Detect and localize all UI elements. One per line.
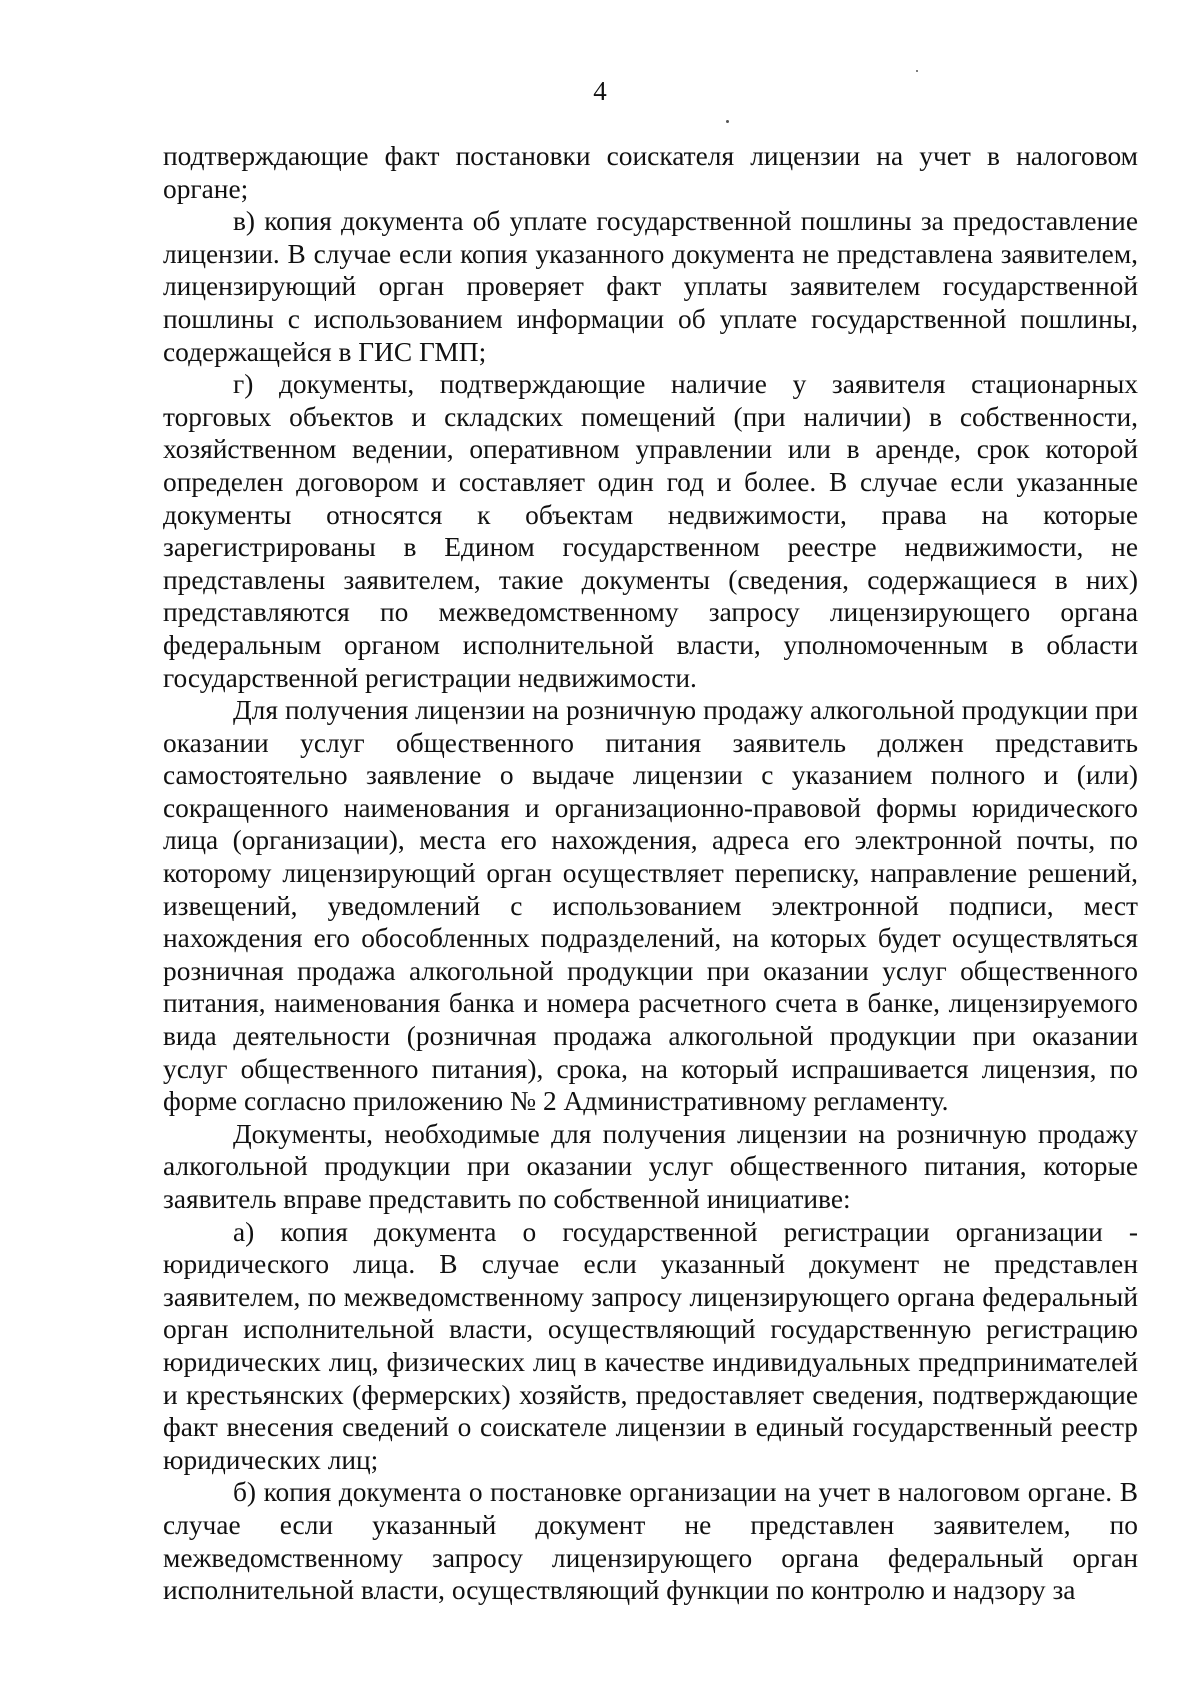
scan-speck [916, 70, 918, 72]
paragraph-item-v-state-fee: в) копия документа об уплате государственной пошлины за предоставление лицензии. В случае если копия указанного документа не представлена заявителем, лицензирующий орган проверяет факт уплаты заявителем государственной пошлины с использованием информации об уплате государственной пошлины, содержащейся в ГИС ГМП; [163, 206, 1138, 367]
document-body [163, 140, 1138, 1607]
paragraph-optional-documents-intro: Документы, необходимые для получения лицензии на розничную продажу алкогольной продукции при оказании услуг общественного питания, которые заявитель вправе представить по собственной инициативе: [163, 1118, 1138, 1214]
paragraph-tax-registration-continued: подтверждающие факт постановки соискателя лицензии на учет в налоговом органе; [163, 141, 1138, 204]
paragraph-license-application: Для получения лицензии на розничную продажу алкогольной продукции при оказании услуг общественного питания заявитель должен представить самостоятельно заявление о выдаче лицензии с указанием полного и (или) сокращенного наименования и организационно-правовой формы юридического лица (организации), места его нахождения, адреса его электронной почты, по которому лицензирующий орган осуществляет переписку, направление решений, извещений, уведомлений с использованием электронной подписи, мест нахождения его обособленных подразделений, на которых будет осуществляться розничная продажа алкогольной продукции при оказании услуг общественного питания, наименования банка и номера расчетного счета в банке, лицензируемого вида деятельности (розничная продажа алкогольной продукции при оказании услуг общественного питания), срока, на который испрашивается лицензия, по форме согласно приложению № 2 Административному регламенту. [163, 695, 1138, 1117]
paragraph-item-a-state-registration: а) копия документа о государственной регистрации организации - юридического лица. В случае если указанный документ не представлен заявителем, по межведомственному запросу лицензирующего органа федеральный орган исполнительной власти, осуществляющий государственную регистрацию юридических лиц, физических лиц в качестве индивидуальных предпринимателей и крестьянских (фермерских) хозяйств, предоставляет сведения, подтверждающие факт внесения сведений о соискателе лицензии в единый государственный реестр юридических лиц; [163, 1216, 1138, 1475]
page-number: 4 [593, 76, 607, 106]
paragraph-item-g-premises-documents: г) документы, подтверждающие наличие у заявителя стационарных торговых объектов и складских помещений (при наличии) в собственности, хозяйственном ведении, оперативном управлении или в аренде, срок которой определен договором и составляет один год и более. В случае если указанные документы относятся к объектам недвижимости, права на которые зарегистрированы в Едином государственном реестре недвижимости, не представлены заявителем, такие документы (сведения, содержащиеся в них) представляются по межведомственному запросу лицензирующего органа федеральным органом исполнительной власти, уполномоченным в области государственной регистрации недвижимости. [163, 369, 1138, 693]
scan-speck [726, 120, 729, 123]
paragraph-item-b-tax-registration: б) копия документа о постановке организации на учет в налоговом органе. В случае если указанный документ не представлен заявителем, по межведомственному запросу лицензирующего органа федеральный орган исполнительной власти, осуществляющий функции по контролю и надзору за [163, 1477, 1138, 1606]
